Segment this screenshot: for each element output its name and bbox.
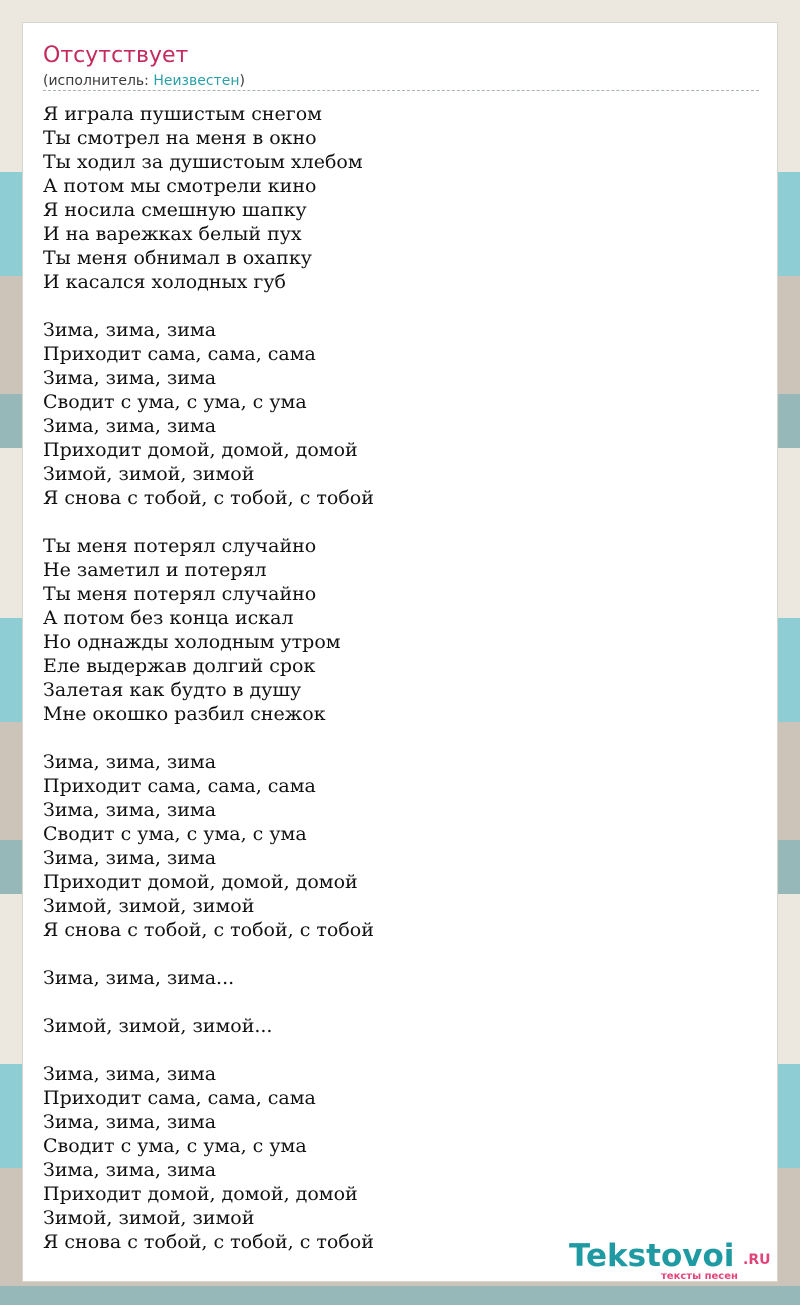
lyric-line: Но однажды холодным утром (43, 631, 341, 653)
artist-prefix: (исполнитель: (43, 73, 154, 89)
lyric-line: И на варежках белый пух (43, 223, 302, 245)
lyric-line: Я снова с тобой, с тобой, с тобой (43, 1231, 374, 1253)
lyric-line: Приходит сама, сама, сама (43, 1087, 316, 1109)
lyric-line: Зимой, зимой, зимой (43, 1207, 255, 1229)
lyric-line: Еле выдержав долгий срок (43, 655, 316, 677)
logo-tld: .RU (743, 1252, 771, 1268)
lyrics-card (22, 22, 778, 1282)
lyric-line: Приходит сама, сама, сама (43, 775, 316, 797)
stanza-break (43, 294, 374, 318)
artist-line (43, 72, 245, 90)
stanza-break (43, 726, 374, 750)
artist-link[interactable]: Неизвестен (153, 73, 240, 89)
lyric-line: Я носила смешную шапку (43, 199, 307, 221)
lyric-line: Зима, зима, зима (43, 799, 217, 821)
lyric-line: Не заметил и потерял (43, 559, 267, 581)
lyric-line: Я снова с тобой, с тобой, с тобой (43, 487, 374, 509)
lyric-line: Зимой, зимой, зимой (43, 895, 255, 917)
lyric-line: А потом без конца искал (43, 607, 294, 629)
lyric-line: Приходит домой, домой, домой (43, 439, 358, 461)
site-logo[interactable] (569, 1238, 779, 1282)
lyric-line: Зима, зима, зима (43, 319, 217, 341)
lyric-line: Приходит домой, домой, домой (43, 871, 358, 893)
background-stripe (0, 1286, 800, 1305)
lyric-line: Зима, зима, зима... (43, 967, 235, 989)
lyric-line: Сводит с ума, с ума, с ума (43, 1135, 307, 1157)
lyric-line: Приходит домой, домой, домой (43, 1183, 358, 1205)
lyric-line: Я играла пушистым снегом (43, 103, 322, 125)
lyric-line: Ты смотрел на меня в окно (43, 127, 317, 149)
title-divider (43, 90, 759, 91)
stanza-break (43, 510, 374, 534)
lyric-line: Залетая как будто в душу (43, 679, 302, 701)
artist-suffix: ) (239, 73, 245, 89)
song-title: Отсутствует (43, 43, 189, 68)
lyric-line: Приходит сама, сама, сама (43, 343, 316, 365)
lyric-line: Зимой, зимой, зимой... (43, 1015, 273, 1037)
lyric-line: Ты меня потерял случайно (43, 583, 317, 605)
stanza-break (43, 1038, 374, 1062)
lyric-line: Сводит с ума, с ума, с ума (43, 391, 307, 413)
stanza-break (43, 990, 374, 1014)
lyric-line: Ты меня потерял случайно (43, 535, 317, 557)
lyric-line: Зима, зима, зима (43, 1111, 217, 1133)
lyric-line: Зима, зима, зима (43, 367, 217, 389)
lyric-line: Ты меня обнимал в охапку (43, 247, 312, 269)
lyric-line: Зимой, зимой, зимой (43, 463, 255, 485)
lyric-line: Зима, зима, зима (43, 1159, 217, 1181)
logo-tagline: тексты песен (661, 1271, 738, 1282)
lyric-line: Зима, зима, зима (43, 415, 217, 437)
lyrics-text (43, 102, 374, 1254)
lyric-line: И касался холодных губ (43, 271, 286, 293)
lyric-line: Ты ходил за душистоым хлебом (43, 151, 363, 173)
lyric-line: Зима, зима, зима (43, 1063, 217, 1085)
lyric-line: Сводит с ума, с ума, с ума (43, 823, 307, 845)
lyric-line: Я снова с тобой, с тобой, с тобой (43, 919, 374, 941)
lyric-line: А потом мы смотрели кино (43, 175, 317, 197)
logo-name: Tekstovoi (569, 1238, 735, 1274)
lyric-line: Мне окошко разбил снежок (43, 703, 326, 725)
stanza-break (43, 942, 374, 966)
lyric-line: Зима, зима, зима (43, 847, 217, 869)
lyric-line: Зима, зима, зима (43, 751, 217, 773)
